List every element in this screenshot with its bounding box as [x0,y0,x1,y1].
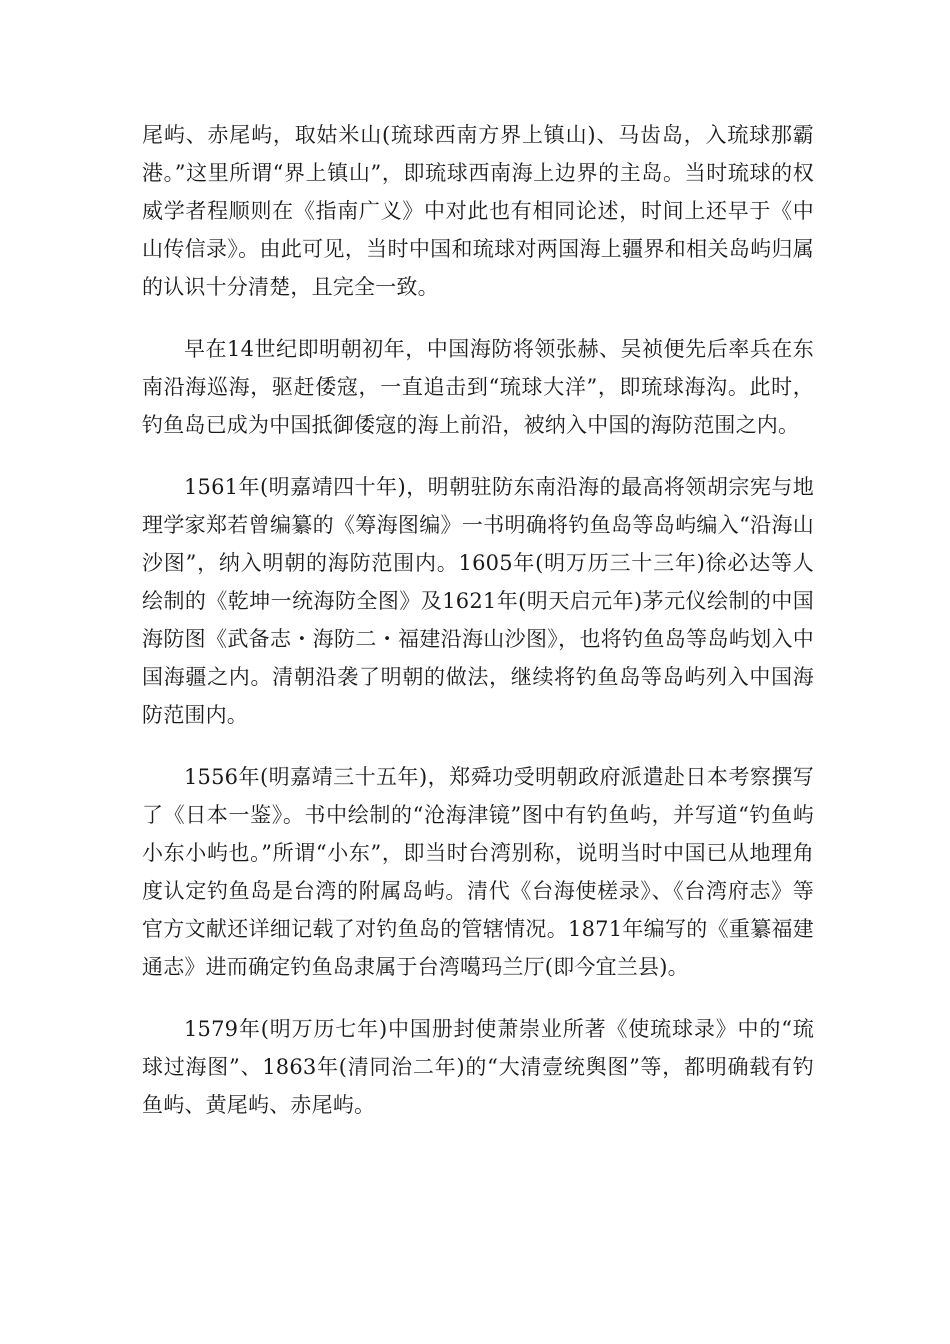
paragraph-4: 1556年(明嘉靖三十五年)，郑舜功受明朝政府派遣赴日本考察撰写了《日本一鉴》。书中绘制的“沧海津镜”图中有钓鱼屿，并写道“钓鱼屿小东小屿也。”所谓“小东”，即当时台湾别称，说明当时中国已从地理角度认定钓鱼岛是台湾的附属岛屿。清代《台海使槎录》、《台湾府志》等官方文献还详细记载了对钓鱼岛的管辖情况。1871年编写的《重纂福建通志》进而确定钓鱼岛隶属于台湾噶玛兰厅(即今宜兰县)。 [142,765,814,979]
paragraph-2: 早在14世纪即明朝初年，中国海防将领张赫、吴祯便先后率兵在东南沿海巡海，驱赶倭寇，一直追击到“琉球大洋”，即琉球海沟。此时，钓鱼岛已成为中国抵御倭寇的海上前沿，被纳入中国的海防范围之内。 [142,337,814,437]
paragraph-1: 尾屿、赤尾屿，取姑米山(琉球西南方界上镇山)、马齿岛，入琉球那霸港。”这里所谓“界上镇山”，即琉球西南海上边界的主岛。当时琉球的权威学者程顺则在《指南广义》中对此也有相同论述，时间上还早于《中山传信录》。由此可见，当时中国和琉球对两国海上疆界和相关岛屿归属的认识十分清楚，且完全一致。 [142,123,814,299]
document-body [142,116,814,1148]
paragraph-3: 1561年(明嘉靖四十年)，明朝驻防东南沿海的最高将领胡宗宪与地理学家郑若曾编纂的《筹海图编》一书明确将钓鱼岛等岛屿编入“沿海山沙图”，纳入明朝的海防范围内。1605年(明万历三十三年)徐必达等人绘制的《乾坤一统海防全图》及1621年(明天启元年)茅元仪绘制的中国海防图《武备志・海防二・福建沿海山沙图》，也将钓鱼岛等岛屿划入中国海疆之内。清朝沿袭了明朝的做法，继续将钓鱼岛等岛屿列入中国海防范围内。 [142,475,814,727]
paragraph-5: 1579年(明万历七年)中国册封使萧崇业所著《使琉球录》中的“琉球过海图”、1863年(清同治二年)的“大清壹统舆图”等，都明确载有钓鱼屿、黄尾屿、赤尾屿。 [142,1017,814,1117]
